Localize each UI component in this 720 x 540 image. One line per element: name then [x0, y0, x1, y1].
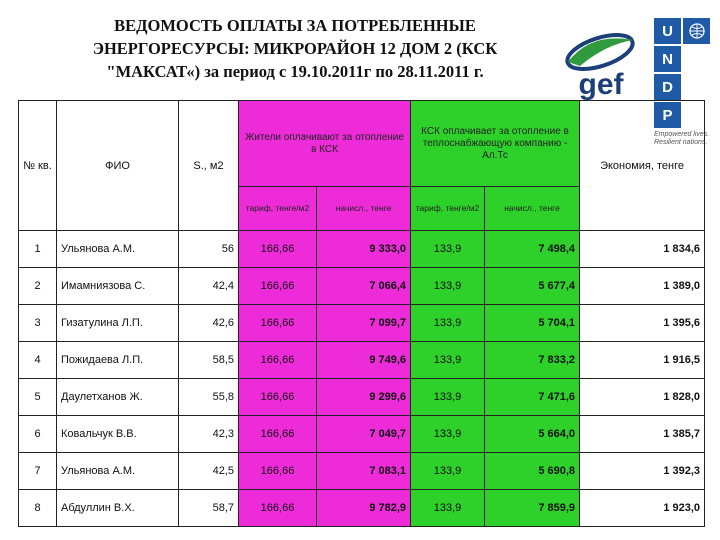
cell-ksk-tariff: 166,66: [239, 231, 317, 268]
undp-caption: Empowered lives. Resilient nations.: [654, 131, 710, 146]
gef-orbit-leaf: [568, 38, 634, 66]
cell-ksk-charged: 7 083,1: [317, 453, 411, 490]
cell-name: Гизатулина Л.П.: [57, 305, 179, 342]
cell-name: Даулетханов Ж.: [57, 379, 179, 416]
cell-savings: 1 385,7: [580, 416, 705, 453]
header-supplier-tariff: тариф, тенге/м2: [411, 187, 485, 231]
cell-area: 42,4: [179, 268, 239, 305]
header-apt: № кв.: [19, 101, 57, 231]
cell-supplier-tariff: 133,9: [411, 305, 485, 342]
cell-savings: 1 828,0: [580, 379, 705, 416]
cell-apt: 6: [19, 416, 57, 453]
cell-savings: 1 389,0: [580, 268, 705, 305]
cell-apt: 4: [19, 342, 57, 379]
cell-ksk-charged: 9 749,6: [317, 342, 411, 379]
cell-supplier-tariff: 133,9: [411, 379, 485, 416]
cell-apt: 3: [19, 305, 57, 342]
cell-name: Пожидаева Л.П.: [57, 342, 179, 379]
cell-ksk-tariff: 166,66: [239, 342, 317, 379]
table-row: [19, 231, 705, 268]
undp-letter-p: P: [654, 102, 681, 128]
cell-supplier-tariff: 133,9: [411, 231, 485, 268]
cell-ksk-tariff: 166,66: [239, 490, 317, 527]
cell-supplier-tariff: 133,9: [411, 342, 485, 379]
header-ksk-tariff: тариф, тенге/м2: [239, 187, 317, 231]
cell-supplier-charged: 5 704,1: [485, 305, 580, 342]
table-row: [19, 305, 705, 342]
gef-logo: [560, 22, 642, 102]
cell-supplier-tariff: 133,9: [411, 453, 485, 490]
table-row: [19, 490, 705, 527]
title-line-1: ВЕДОМОСТЬ ОПЛАТЫ ЗА ПОТРЕБЛЕННЫЕ: [114, 16, 476, 35]
header-area: S., м2: [179, 101, 239, 231]
cell-apt: 5: [19, 379, 57, 416]
undp-emblem-icon: [683, 18, 710, 44]
cell-ksk-charged: 9 333,0: [317, 231, 411, 268]
undp-letter-u: U: [654, 18, 681, 44]
cell-ksk-charged: 7 049,7: [317, 416, 411, 453]
cell-ksk-tariff: 166,66: [239, 416, 317, 453]
cell-supplier-charged: 5 677,4: [485, 268, 580, 305]
cell-supplier-charged: 7 498,4: [485, 231, 580, 268]
cell-ksk-tariff: 166,66: [239, 305, 317, 342]
title-line-2: ЭНЕРГОРЕСУРСЫ: МИКРОРАЙОН 12 ДОМ 2 (КСК: [92, 39, 498, 58]
cell-supplier-charged: 7 833,2: [485, 342, 580, 379]
cell-area: 58,7: [179, 490, 239, 527]
cell-area: 42,3: [179, 416, 239, 453]
cell-savings: 1 923,0: [580, 490, 705, 527]
cell-apt: 8: [19, 490, 57, 527]
header-ksk-charged: начисл., тенге: [317, 187, 411, 231]
undp-letter-d: D: [654, 74, 681, 100]
header-name: ФИО: [57, 101, 179, 231]
cell-name: Имамниязова С.: [57, 268, 179, 305]
table-row: [19, 379, 705, 416]
cell-savings: 1 916,5: [580, 342, 705, 379]
cell-supplier-tariff: 133,9: [411, 268, 485, 305]
cell-name: Ковальчук В.В.: [57, 416, 179, 453]
cell-savings: 1 395,6: [580, 305, 705, 342]
cell-supplier-tariff: 133,9: [411, 490, 485, 527]
header-savings: Экономия, тенге: [580, 101, 705, 231]
cell-name: Ульянова А.М.: [57, 453, 179, 490]
table-row: [19, 342, 705, 379]
cell-ksk-charged: 9 299,6: [317, 379, 411, 416]
cell-supplier-charged: 5 690,8: [485, 453, 580, 490]
cell-savings: 1 392,3: [580, 453, 705, 490]
undp-letter-n: N: [654, 46, 681, 72]
cell-area: 55,8: [179, 379, 239, 416]
cell-savings: 1 834,6: [580, 231, 705, 268]
cell-apt: 7: [19, 453, 57, 490]
cell-ksk-tariff: 166,66: [239, 379, 317, 416]
cell-area: 42,5: [179, 453, 239, 490]
cell-supplier-charged: 7 471,6: [485, 379, 580, 416]
table-row: [19, 453, 705, 490]
gef-logo-text: gef: [578, 68, 624, 101]
cell-apt: 2: [19, 268, 57, 305]
cell-supplier-tariff: 133,9: [411, 416, 485, 453]
cell-supplier-charged: 5 664,0: [485, 416, 580, 453]
table-row: [19, 416, 705, 453]
cell-ksk-charged: 9 782,9: [317, 490, 411, 527]
cell-name: Ульянова А.М.: [57, 231, 179, 268]
header-ksk-group: Жители оплачивают за отопление в КСК: [239, 101, 411, 187]
cell-ksk-tariff: 166,66: [239, 268, 317, 305]
payment-table: [18, 100, 705, 527]
table-row: [19, 268, 705, 305]
header-supplier-group: КСК оплачивает за отопление в теплоснабжающую компанию - Ал.Тс: [411, 101, 580, 187]
page-title: [0, 14, 590, 83]
cell-apt: 1: [19, 231, 57, 268]
cell-supplier-charged: 7 859,9: [485, 490, 580, 527]
title-line-3: "МАКСАТ«) за период с 19.10.2011г по 28.11.2011 г.: [106, 62, 484, 81]
cell-ksk-tariff: 166,66: [239, 453, 317, 490]
cell-ksk-charged: 7 099,7: [317, 305, 411, 342]
cell-name: Абдуллин В.Х.: [57, 490, 179, 527]
cell-ksk-charged: 7 066,4: [317, 268, 411, 305]
header-supplier-charged: начисл., тенге: [485, 187, 580, 231]
cell-area: 58,5: [179, 342, 239, 379]
cell-area: 42,6: [179, 305, 239, 342]
cell-area: 56: [179, 231, 239, 268]
